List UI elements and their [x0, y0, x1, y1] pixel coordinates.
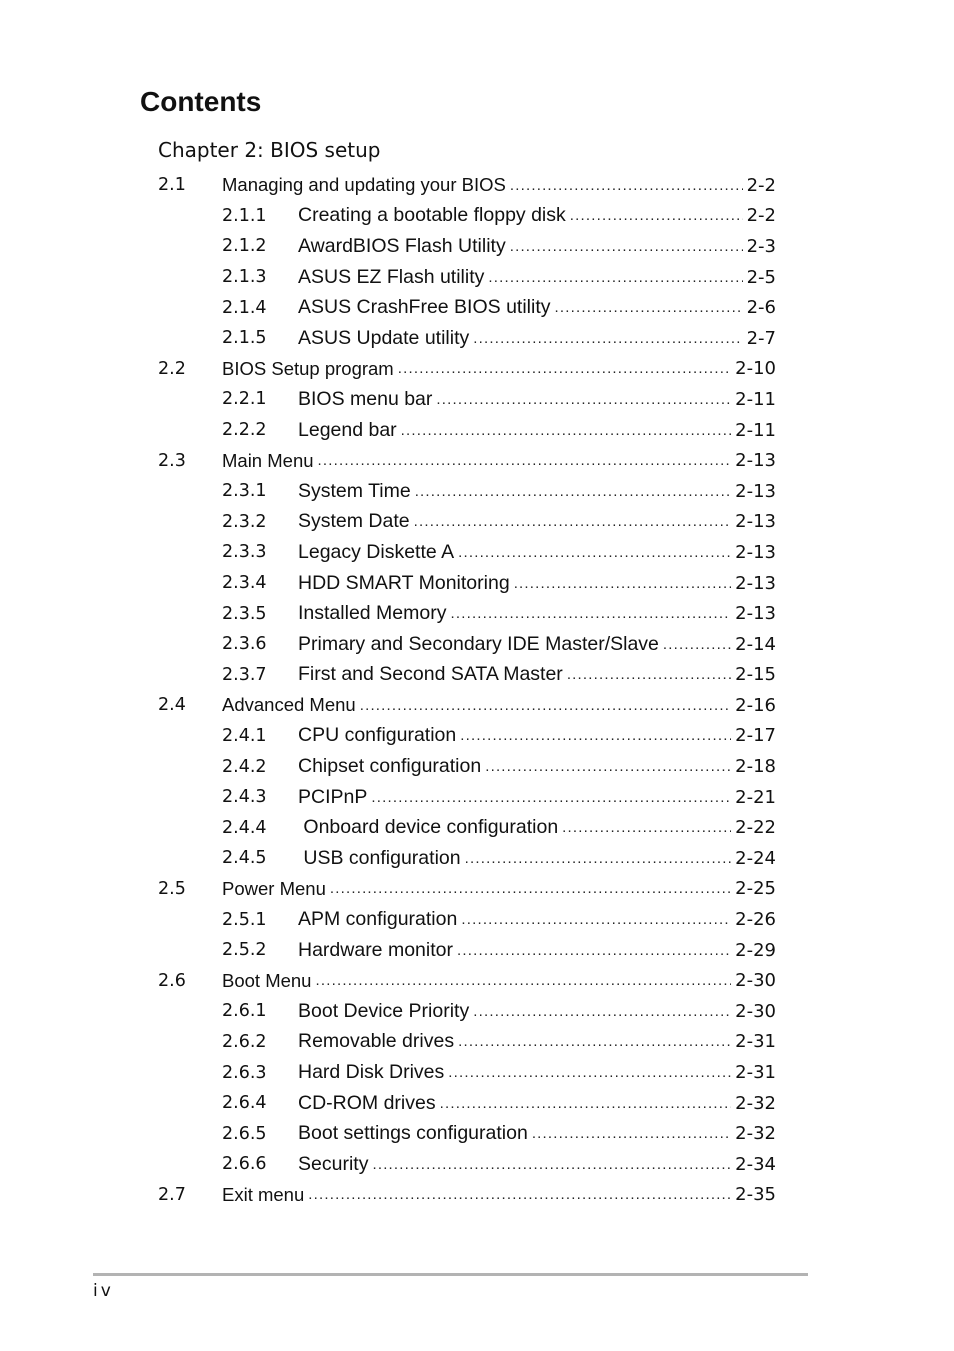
dot-leader — [315, 972, 731, 989]
toc-entry-title: Installed Memory — [298, 602, 447, 625]
toc-entry[interactable] — [158, 996, 776, 1027]
toc-entry-number: 2.6.5 — [222, 1123, 267, 1144]
toc-entry[interactable] — [158, 507, 776, 538]
toc-entry[interactable] — [158, 292, 776, 323]
toc-entry-title: System Time — [298, 479, 411, 502]
dot-leader — [488, 269, 742, 286]
toc-entry-line — [298, 384, 776, 415]
toc-entry-line — [298, 476, 776, 507]
toc-entry-title: Chipset configuration — [298, 755, 482, 778]
dot-leader — [514, 575, 731, 592]
toc-entry-line — [298, 996, 776, 1027]
toc-entry[interactable] — [158, 170, 776, 201]
toc-entry-line — [298, 1057, 776, 1088]
toc-entry-number: 2.4.5 — [222, 848, 267, 869]
dot-leader — [460, 727, 731, 744]
toc-entry-number: 2.6.4 — [222, 1093, 267, 1114]
toc-entry-title: Managing and updating your BIOS — [222, 174, 506, 196]
toc-entry-title: Legacy Diskette A — [298, 540, 455, 563]
toc-entry[interactable] — [158, 262, 776, 293]
toc-entry-title: AwardBIOS Flash Utility — [298, 234, 506, 257]
toc-entry-title: CPU configuration — [298, 724, 457, 747]
toc-entry-line — [298, 721, 776, 752]
toc-entry[interactable] — [158, 690, 776, 721]
toc-entry-page: 2-35 — [735, 1184, 776, 1206]
toc-entry-number: 2.3.1 — [222, 481, 267, 502]
toc-entry[interactable] — [158, 1057, 776, 1088]
toc-entry[interactable] — [158, 201, 776, 232]
toc-entry-line — [222, 874, 776, 905]
toc-entry-line — [298, 507, 776, 538]
toc-entry-line — [222, 965, 776, 996]
toc-entry-number: 2.1.1 — [222, 205, 267, 226]
toc-entry-title: ASUS EZ Flash utility — [298, 265, 485, 288]
dot-leader — [401, 422, 731, 439]
toc-entry-title: CD-ROM drives — [298, 1091, 436, 1114]
dot-leader — [532, 1125, 731, 1142]
toc-entry-page: 2-10 — [735, 358, 776, 380]
toc-entry-line — [298, 812, 776, 843]
toc-entry-page: 2-14 — [735, 633, 776, 655]
toc-entry-line — [298, 935, 776, 966]
toc-entry-line — [298, 415, 776, 446]
footer-page-number: iv — [93, 1281, 114, 1301]
toc-entry-page: 2-30 — [735, 1000, 776, 1022]
toc-entry-line — [298, 292, 776, 323]
page-title: Contents — [140, 86, 262, 117]
toc-entry-title: Security — [298, 1152, 369, 1175]
toc-entry-number: 2.3 — [158, 450, 186, 471]
toc-entry-title: Hardware monitor — [298, 938, 453, 961]
toc-entry[interactable] — [158, 874, 776, 905]
dot-leader — [440, 1095, 732, 1112]
toc-entry-page: 2-26 — [735, 909, 776, 931]
toc-entry-page: 2-5 — [746, 266, 776, 288]
toc-entry[interactable] — [158, 231, 776, 262]
toc-entry-title: Legend bar — [298, 418, 397, 441]
dot-leader — [458, 1033, 731, 1050]
toc-entry[interactable] — [158, 843, 776, 874]
toc-entry-line — [298, 323, 776, 354]
toc-entry-page: 2-17 — [735, 725, 776, 747]
dot-leader — [458, 544, 731, 561]
toc-entry-title: ASUS CrashFree BIOS utility — [298, 296, 551, 319]
toc-entry-title: First and Second SATA Master — [298, 663, 563, 686]
dot-leader — [318, 452, 732, 469]
toc-entry[interactable] — [158, 323, 776, 354]
toc-entry[interactable] — [158, 568, 776, 599]
toc-entry-page: 2-18 — [735, 756, 776, 778]
toc-entry-title: Creating a bootable floppy disk — [298, 204, 566, 227]
toc-entry-line — [298, 201, 776, 232]
toc-entry-page: 2-34 — [735, 1153, 776, 1175]
toc-entry[interactable] — [158, 904, 776, 935]
dot-leader — [457, 942, 731, 959]
toc-entry-title: Power Menu — [222, 877, 326, 899]
dot-leader — [567, 666, 731, 683]
toc-entry-number: 2.4 — [158, 695, 186, 716]
toc-entry[interactable] — [158, 660, 776, 691]
toc-entry[interactable] — [158, 415, 776, 446]
toc-entry-title: BIOS Setup program — [222, 357, 394, 379]
toc-entry[interactable] — [158, 629, 776, 660]
dot-leader — [510, 238, 743, 255]
toc-entry-page: 2-30 — [735, 970, 776, 992]
toc-entry-title: Exit menu — [222, 1183, 305, 1205]
toc-entry-page: 2-11 — [735, 388, 776, 410]
toc-entry-number: 2.6.3 — [222, 1062, 267, 1083]
toc-entry-line — [298, 660, 776, 691]
toc-entry-line — [298, 629, 776, 660]
toc-entry-page: 2-13 — [735, 511, 776, 533]
dot-leader — [570, 207, 743, 224]
toc-entry-number: 2.4.4 — [222, 817, 267, 838]
toc-entry-line — [298, 751, 776, 782]
toc-entry-line — [298, 1118, 776, 1149]
dot-leader — [473, 330, 742, 347]
toc-entry-page: 2-24 — [735, 847, 776, 869]
toc-entry-title: Boot Menu — [222, 969, 312, 991]
toc-entry-page: 2-15 — [735, 664, 776, 686]
dot-leader — [450, 605, 731, 622]
toc-entry[interactable] — [158, 384, 776, 415]
toc-entry-title: Onboard device configuration — [298, 816, 559, 839]
dot-leader — [371, 789, 731, 806]
toc-entry-page: 2-22 — [735, 817, 776, 839]
toc-entry-title: Hard Disk Drives — [298, 1061, 445, 1084]
toc-entry-number: 2.4.3 — [222, 787, 267, 808]
toc-entry-number: 2.5 — [158, 878, 186, 899]
toc-entry-number: 2.4.2 — [222, 756, 267, 777]
toc-entry-page: 2-6 — [746, 297, 776, 319]
toc-entry-line — [298, 262, 776, 293]
toc-entry-line — [222, 1180, 776, 1211]
toc-entry-page: 2-29 — [735, 939, 776, 961]
toc-entry-title: Boot settings configuration — [298, 1122, 528, 1145]
toc-entry-page: 2-3 — [746, 235, 776, 257]
toc-entry-title: APM configuration — [298, 908, 458, 931]
toc-entry-number: 2.3.2 — [222, 511, 267, 532]
dot-leader — [510, 177, 743, 194]
toc-entry-title: BIOS menu bar — [298, 387, 433, 410]
toc-entry[interactable] — [158, 1180, 776, 1211]
toc-entry-page: 2-16 — [735, 694, 776, 716]
toc-entry[interactable] — [158, 354, 776, 385]
dot-leader — [461, 911, 731, 928]
toc-entry-title: System Date — [298, 510, 410, 533]
toc-entry-line — [298, 1027, 776, 1058]
toc-entry-title: Primary and Secondary IDE Master/Slave — [298, 632, 659, 655]
toc-entry[interactable] — [158, 1149, 776, 1180]
toc-entry-page: 2-13 — [735, 603, 776, 625]
toc-entry-line — [298, 782, 776, 813]
toc-entry-number: 2.3.6 — [222, 634, 267, 655]
toc-entry-number: 2.3.3 — [222, 542, 267, 563]
toc-entry-line — [222, 445, 776, 476]
toc-entry[interactable] — [158, 751, 776, 782]
toc-entry-line — [298, 537, 776, 568]
toc-entry-page: 2-32 — [735, 1092, 776, 1114]
toc-entry-number: 2.5.1 — [222, 909, 267, 930]
toc-entry[interactable] — [158, 537, 776, 568]
toc-entry-page: 2-21 — [735, 786, 776, 808]
toc-entry[interactable] — [158, 1088, 776, 1119]
dot-leader — [330, 880, 731, 897]
toc-entry-title: Main Menu — [222, 449, 314, 471]
toc-entry-line — [298, 904, 776, 935]
toc-entry-page: 2-25 — [735, 878, 776, 900]
toc-entry-title: Advanced Menu — [222, 694, 356, 716]
dot-leader — [555, 299, 743, 316]
dot-leader — [308, 1186, 731, 1203]
toc-entry-number: 2.4.1 — [222, 725, 267, 746]
toc-entry-line — [298, 231, 776, 262]
dot-leader — [414, 513, 732, 530]
dot-leader — [485, 758, 731, 775]
toc-entry[interactable] — [158, 812, 776, 843]
toc-entry-line — [222, 690, 776, 721]
table-of-contents — [158, 170, 776, 1210]
toc-entry-number: 2.3.7 — [222, 664, 267, 685]
toc-entry-number: 2.6.2 — [222, 1031, 267, 1052]
dot-leader — [415, 483, 731, 500]
toc-entry-title: ASUS Update utility — [298, 326, 470, 349]
toc-entry-page: 2-2 — [746, 174, 776, 196]
toc-entry-line — [222, 170, 776, 201]
toc-entry-number: 2.1.5 — [222, 328, 267, 349]
dot-leader — [436, 391, 731, 408]
dot-leader — [360, 697, 731, 714]
dot-leader — [398, 360, 731, 377]
toc-entry-number: 2.1.2 — [222, 236, 267, 257]
toc-entry-number: 2.2 — [158, 358, 186, 379]
toc-entry-page: 2-7 — [746, 327, 776, 349]
toc-entry[interactable] — [158, 598, 776, 629]
toc-entry-number: 2.3.4 — [222, 573, 267, 594]
chapter-title: Chapter 2: BIOS setup — [158, 138, 381, 162]
toc-entry-line — [298, 568, 776, 599]
toc-entry[interactable] — [158, 782, 776, 813]
toc-entry-number: 2.6.6 — [222, 1154, 267, 1175]
toc-entry[interactable] — [158, 1118, 776, 1149]
dot-leader — [448, 1064, 731, 1081]
toc-entry[interactable] — [158, 476, 776, 507]
toc-entry-line — [298, 1088, 776, 1119]
dot-leader — [372, 1156, 731, 1173]
toc-entry-number: 2.1.4 — [222, 297, 267, 318]
toc-entry-number: 2.2.1 — [222, 389, 267, 410]
toc-entry-title: HDD SMART Monitoring — [298, 571, 510, 594]
toc-entry-line — [298, 843, 776, 874]
toc-entry-number: 2.6.1 — [222, 1001, 267, 1022]
toc-entry-page: 2-13 — [735, 450, 776, 472]
toc-entry-line — [222, 354, 776, 385]
toc-entry-title: PCIPnP — [298, 785, 368, 808]
toc-entry-title: USB configuration — [298, 846, 461, 869]
toc-entry-line — [298, 1149, 776, 1180]
footer-rule — [93, 1273, 808, 1276]
toc-entry-page: 2-13 — [735, 572, 776, 594]
toc-entry-number: 2.1.3 — [222, 267, 267, 288]
toc-entry-line — [298, 598, 776, 629]
toc-entry-number: 2.6 — [158, 970, 186, 991]
toc-entry[interactable] — [158, 445, 776, 476]
toc-entry-page: 2-32 — [735, 1123, 776, 1145]
toc-entry[interactable] — [158, 965, 776, 996]
toc-entry-page: 2-31 — [735, 1062, 776, 1084]
toc-entry-page: 2-13 — [735, 541, 776, 563]
toc-entry-number: 2.5.2 — [222, 940, 267, 961]
toc-entry-number: 2.1 — [158, 175, 186, 196]
toc-entry[interactable] — [158, 1027, 776, 1058]
toc-entry-number: 2.7 — [158, 1184, 186, 1205]
toc-entry-number: 2.2.2 — [222, 420, 267, 441]
dot-leader — [562, 819, 731, 836]
toc-entry-title: Removable drives — [298, 1030, 455, 1053]
toc-entry[interactable] — [158, 721, 776, 752]
toc-entry-page: 2-13 — [735, 480, 776, 502]
toc-entry[interactable] — [158, 935, 776, 966]
toc-entry-page: 2-31 — [735, 1031, 776, 1053]
dot-leader — [465, 850, 732, 867]
toc-entry-title: Boot Device Priority — [298, 999, 470, 1022]
toc-entry-page: 2-2 — [746, 205, 776, 227]
toc-entry-page: 2-11 — [735, 419, 776, 441]
dot-leader — [663, 636, 731, 653]
dot-leader — [473, 1003, 731, 1020]
toc-entry-number: 2.3.5 — [222, 603, 267, 624]
